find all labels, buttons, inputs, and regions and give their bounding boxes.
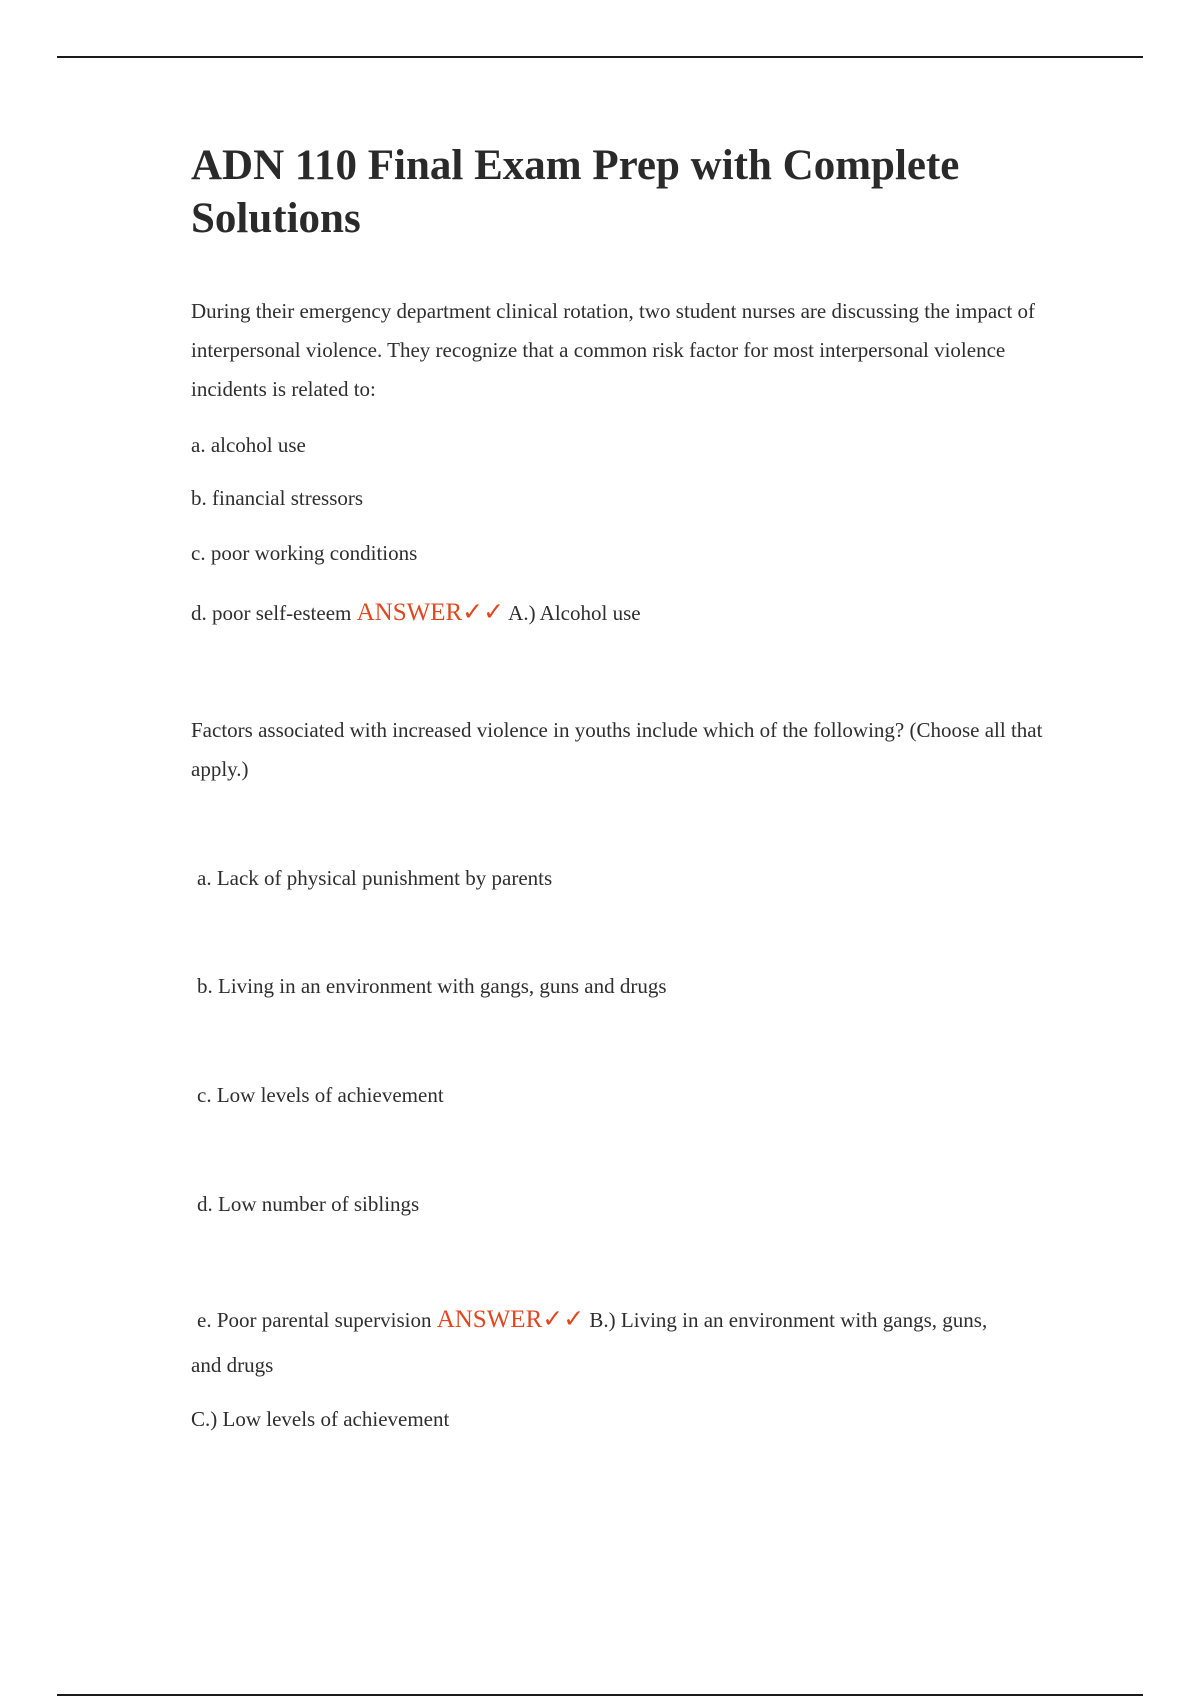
question-2-option-d: d. Low number of siblings [197, 1192, 420, 1216]
question-1-option-c: c. poor working conditions [191, 541, 418, 565]
question-1-option-b: b. financial stressors [191, 486, 364, 510]
question-2-option-e: e. Poor parental supervision [197, 1308, 432, 1332]
question-2-prompt: Factors associated with increased violence in youths include which of the following? (Choose all that apply.) [191, 718, 1043, 781]
question-1-option-d: d. poor self-esteem [191, 601, 352, 625]
question-1-answer-label: ANSWER✓✓ [356, 599, 505, 626]
question-2-option-b: b. Living in an environment with gangs, guns and drugs [197, 974, 667, 998]
document-title: ADN 110 Final Exam Prep with Complete Solutions [191, 142, 960, 242]
question-2-answer-text: B.) Living in an environment with gangs, guns, [589, 1308, 988, 1332]
question-2-answer-text-continued: and drugs [191, 1353, 274, 1377]
question-2-option-e-with-answer [197, 1306, 987, 1334]
question-1-answer-text: A.) Alcohol use [508, 601, 641, 625]
footer-rule [57, 1694, 1143, 1696]
question-2-option-a: a. Lack of physical punishment by parents [197, 866, 553, 890]
question-2-option-c: c. Low levels of achievement [197, 1083, 444, 1107]
question-1-option-d-with-answer [191, 599, 641, 627]
question-2-answer-label: ANSWER✓✓ [436, 1306, 585, 1333]
question-1-prompt: During their emergency department clinical rotation, two student nurses are discussing the impact of interpersonal violence. They recognize that a common risk factor for most interpersonal violence incidents is related to: [191, 299, 1036, 401]
question-1-option-a: a. alcohol use [191, 433, 306, 457]
header-rule [57, 56, 1143, 58]
question-2-answer-text-2: C.) Low levels of achievement [191, 1407, 450, 1431]
